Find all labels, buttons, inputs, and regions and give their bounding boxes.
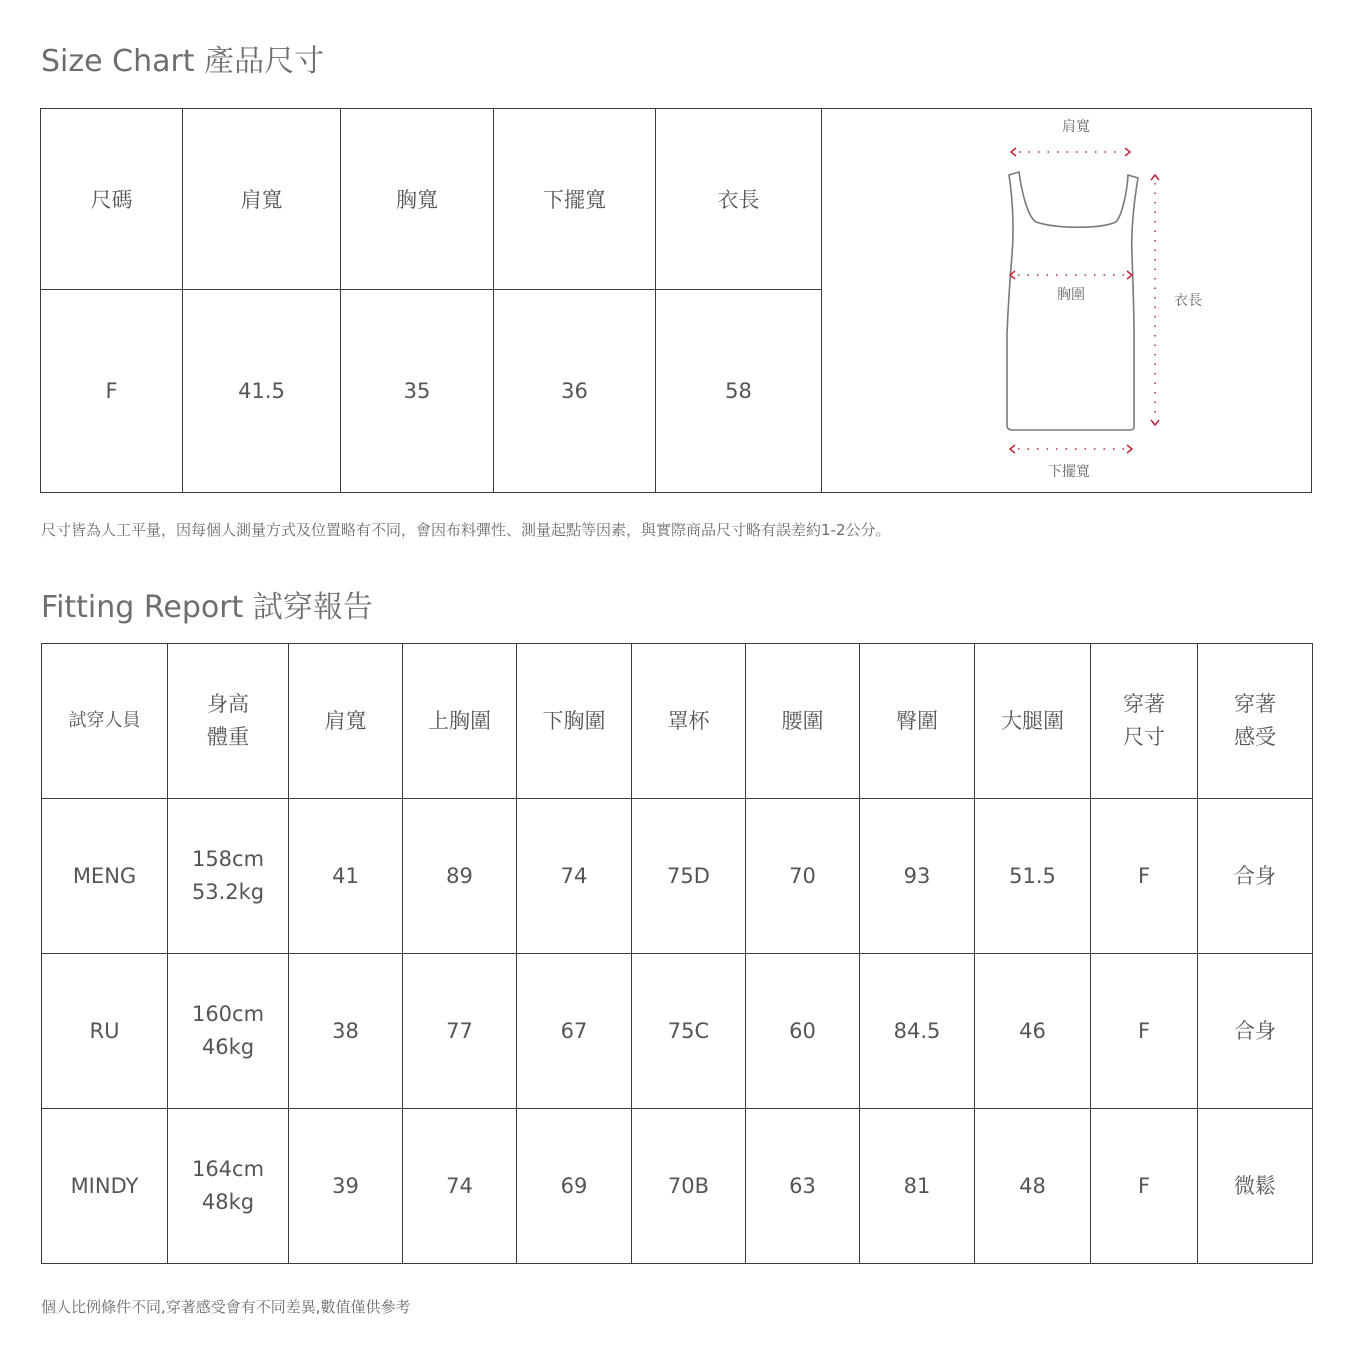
- chest-label: 胸圍: [1057, 287, 1085, 303]
- hem-label: 下擺寬: [1048, 464, 1090, 480]
- feel-header-l1: 穿著: [1234, 692, 1276, 717]
- cup-cell: 75D: [632, 799, 746, 954]
- chest-value: 35: [341, 289, 494, 492]
- size-value: F: [41, 289, 183, 492]
- upper-bust-header: [403, 644, 517, 799]
- height-header-text: 身高: [207, 692, 249, 717]
- thigh-header-text: 大腿圍: [1001, 708, 1064, 733]
- length-value: 58: [656, 289, 822, 492]
- height-value: 164cm: [191, 1157, 265, 1182]
- fitting-report-title: Fitting Report 試穿報告: [41, 590, 373, 625]
- tester-name: MINDY: [42, 1109, 168, 1264]
- shoulder-label: 肩寬: [1062, 119, 1090, 135]
- worn-size-cell: F: [1091, 1109, 1198, 1264]
- upper-bust-cell: 74: [403, 1109, 517, 1264]
- cup-cell: 70B: [632, 1109, 746, 1264]
- worn-size-header-l1: 穿著: [1123, 692, 1165, 717]
- tester-name: RU: [42, 954, 168, 1109]
- chest-arrow: [1010, 271, 1132, 279]
- under-bust-header-text: 下胸圍: [542, 708, 606, 733]
- weight-value: 46kg: [201, 1035, 255, 1059]
- height-value: 160cm: [191, 1002, 265, 1027]
- fitting-row: [42, 1109, 1313, 1264]
- waist-cell: 70: [746, 799, 860, 954]
- upper-bust-cell: 77: [403, 954, 517, 1109]
- size-header: 尺碼: [41, 109, 183, 290]
- fitting-row: [42, 799, 1313, 954]
- feel-header: [1198, 644, 1313, 799]
- size-chart-title: Size Chart 產品尺寸: [41, 44, 325, 79]
- garment-diagram-cell: [822, 109, 1312, 493]
- fitting-row: [42, 954, 1313, 1109]
- waist-cell: 60: [746, 954, 860, 1109]
- under-bust-cell: 67: [517, 954, 632, 1109]
- weight-value: 48kg: [201, 1190, 255, 1214]
- size-chart-note: 尺寸皆為人工平量，因每個人測量方式及位置略有不同，會因布料彈性、測量起點等因素，與實際商品尺寸略有誤差約1-2公分。: [41, 521, 891, 539]
- shoulder-cell: 38: [289, 954, 403, 1109]
- shoulder-header: 肩寬: [183, 109, 341, 290]
- feel-cell: 合身: [1198, 954, 1313, 1109]
- hip-header: [860, 644, 975, 799]
- height-weight-cell: [168, 954, 289, 1109]
- under-bust-header: [517, 644, 632, 799]
- height-weight-cell: [168, 1109, 289, 1264]
- cup-cell: 75C: [632, 954, 746, 1109]
- feel-cell: 合身: [1198, 799, 1313, 954]
- size-chart-header-row: [41, 109, 1312, 290]
- weight-header-text: 體重: [207, 725, 249, 749]
- hip-header-text: 臀圍: [896, 708, 938, 733]
- fitting-report-note: 個人比例條件不同,穿著感受會有不同差異,數值僅供參考: [41, 1298, 411, 1316]
- shoulder-value: 41.5: [183, 289, 341, 492]
- worn-size-header: [1091, 644, 1198, 799]
- shoulder-header-cell: [289, 644, 403, 799]
- hip-cell: 81: [860, 1109, 975, 1264]
- worn-size-cell: F: [1091, 954, 1198, 1109]
- fitting-report-table: [41, 643, 1313, 1264]
- size-chart-table: [40, 108, 1312, 493]
- hem-arrow: [1010, 445, 1132, 453]
- hip-cell: 93: [860, 799, 975, 954]
- waist-header-text: 腰圍: [781, 708, 824, 733]
- hip-cell: 84.5: [860, 954, 975, 1109]
- worn-size-cell: F: [1091, 799, 1198, 954]
- tester-name: MENG: [42, 799, 168, 954]
- length-header: 衣長: [656, 109, 822, 290]
- shoulder-arrow: [1011, 148, 1130, 156]
- upper-bust-cell: 89: [403, 799, 517, 954]
- thigh-cell: 46: [975, 954, 1091, 1109]
- feel-cell: 微鬆: [1198, 1109, 1313, 1264]
- length-label: 衣長: [1174, 293, 1202, 309]
- chest-header: 胸寬: [341, 109, 494, 290]
- waist-cell: 63: [746, 1109, 860, 1264]
- feel-header-l2: 感受: [1234, 725, 1276, 749]
- shoulder-cell: 39: [289, 1109, 403, 1264]
- weight-value: 53.2kg: [191, 880, 265, 904]
- tester-header-text: 試穿人員: [68, 710, 141, 732]
- shoulder-cell: 41: [289, 799, 403, 954]
- thigh-header: [975, 644, 1091, 799]
- under-bust-cell: 69: [517, 1109, 632, 1264]
- height-weight-header: [168, 644, 289, 799]
- thigh-cell: 51.5: [975, 799, 1091, 954]
- thigh-cell: 48: [975, 1109, 1091, 1264]
- tester-header: [42, 644, 168, 799]
- height-value: 158cm: [191, 847, 265, 872]
- hem-header: 下擺寬: [494, 109, 656, 290]
- length-arrow: [1151, 175, 1159, 425]
- fitting-header-row: [42, 644, 1313, 799]
- under-bust-cell: 74: [517, 799, 632, 954]
- tank-top-diagram: [822, 109, 1312, 487]
- height-weight-cell: [168, 799, 289, 954]
- cup-header-text: 罩杯: [667, 708, 710, 733]
- worn-size-header-l2: 尺寸: [1123, 725, 1165, 749]
- cup-header: [632, 644, 746, 799]
- waist-header: [746, 644, 860, 799]
- upper-bust-header-text: 上胸圍: [428, 708, 491, 733]
- shoulder-header-text: 肩寬: [324, 708, 367, 733]
- hem-value: 36: [494, 289, 656, 492]
